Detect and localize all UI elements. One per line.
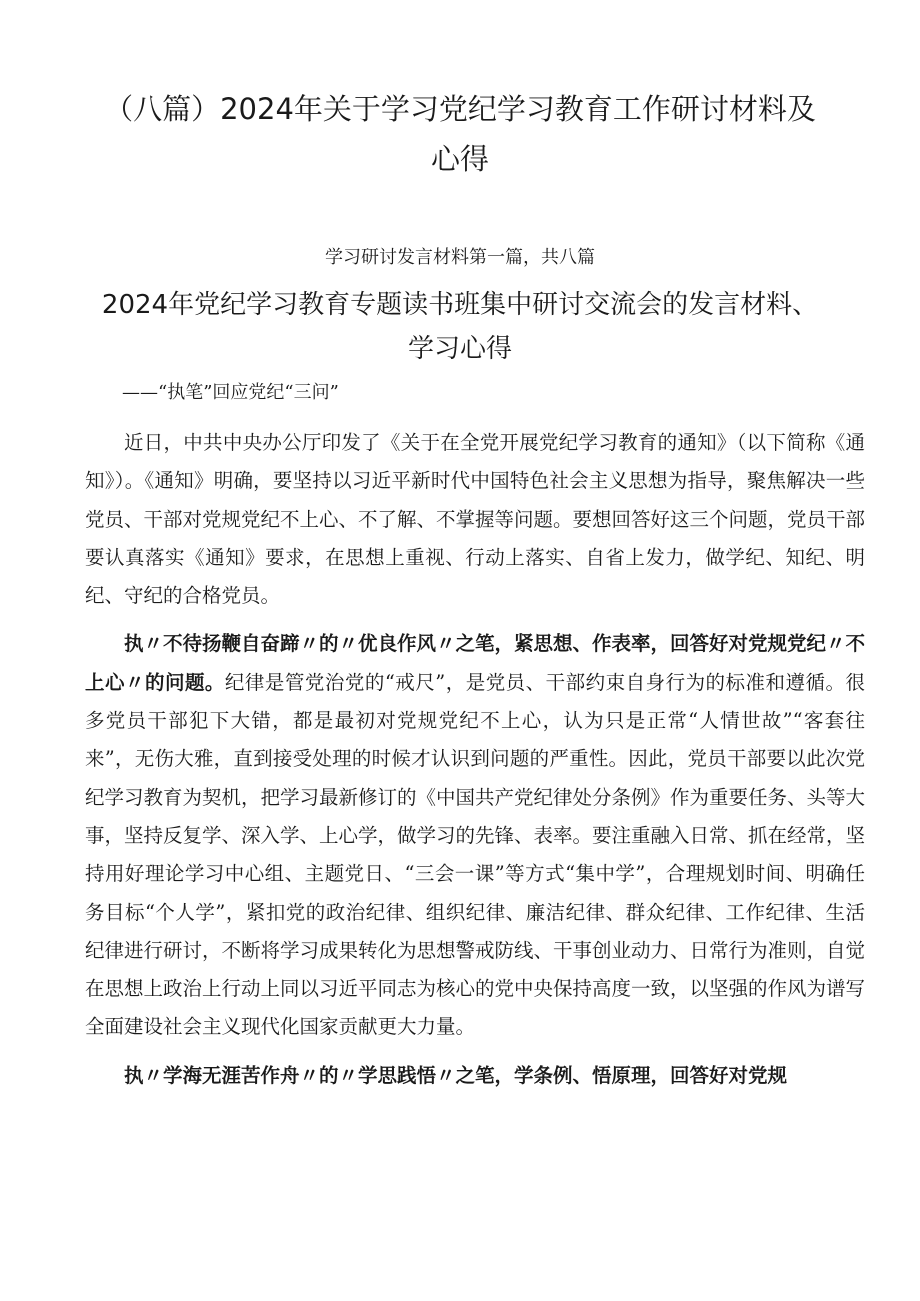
- paragraph-text: 纪律是管党治党的“戒尺”，是党员、干部约束自身行为的标准和遵循。很多党员干部犯下大错，都是最初对党规党纪不上心，认为只是正常“人情世故”“客套往来”，无伤大雅，直到接受处理的时候才认识到问题的严重性。因此，党员干部要以此次党纪学习教育为契机，把学习最新修订的《中国共产党纪律处分条例》作为重要任务、头等大事，坚持反复学、深入学、上心学，做学习的先锋、表率。要注重融入日常、抓在经常，坚持用好理论学习中心组、主题党日、“三会一课”等方式“集中学”，合理规划时间、明确任务目标“个人学”，紧扣党的政治纪律、组织纪律、廉洁纪律、群众纪律、工作纪律、生活纪律进行研讨，不断将学习成果转化为思想警戒防线、干事创业动力、日常行为准则，自觉在思想上政治上行动上同以习近平同志为核心的党中央保持高度一致，以坚强的作风为谱写全面建设社会主义现代化国家贡献更大力量。: [85, 670, 866, 1039]
- paragraph: [85, 424, 865, 615]
- document-subtitle: 学习研讨发言材料第一篇，共八篇: [325, 247, 595, 268]
- section-heading: 2024年党纪学习教育专题读书班集中研讨交流会的发言材料、学习心得: [101, 290, 819, 364]
- byline: ——“执笔”回应党纪“三问”: [122, 382, 339, 403]
- paragraph-lead: 执〃学海无涯苦作舟〃的〃学思践悟〃之笔，学条例、悟原理，回答好对党规: [124, 1063, 788, 1087]
- paragraph: [85, 1057, 865, 1095]
- paragraph-text: 近日，中共中央办公厅印发了《关于在全党开展党纪学习教育的通知》（以下简称《通知》）。《通知》明确，要坚持以习近平新时代中国特色社会主义思想为指导，聚焦解决一些党员、干部对党规党纪不上心、不了解、不掌握等问题。要想回答好这三个问题，党员干部要认真落实《通知》要求，在思想上重视、行动上落实、自省上发力，做学纪、知纪、明纪、守纪的合格党员。: [85, 431, 866, 608]
- paragraph: [85, 625, 865, 1046]
- document-title: （八篇）2024年关于学习党纪学习教育工作研讨材料及心得: [104, 92, 816, 176]
- paragraph-lead: 执〃不待扬鞭自奋蹄〃的〃优良作风〃之笔，紧思想、作表率，回答好对党规党纪〃不上心〃的问题。: [85, 632, 866, 694]
- document-body: [85, 424, 865, 1105]
